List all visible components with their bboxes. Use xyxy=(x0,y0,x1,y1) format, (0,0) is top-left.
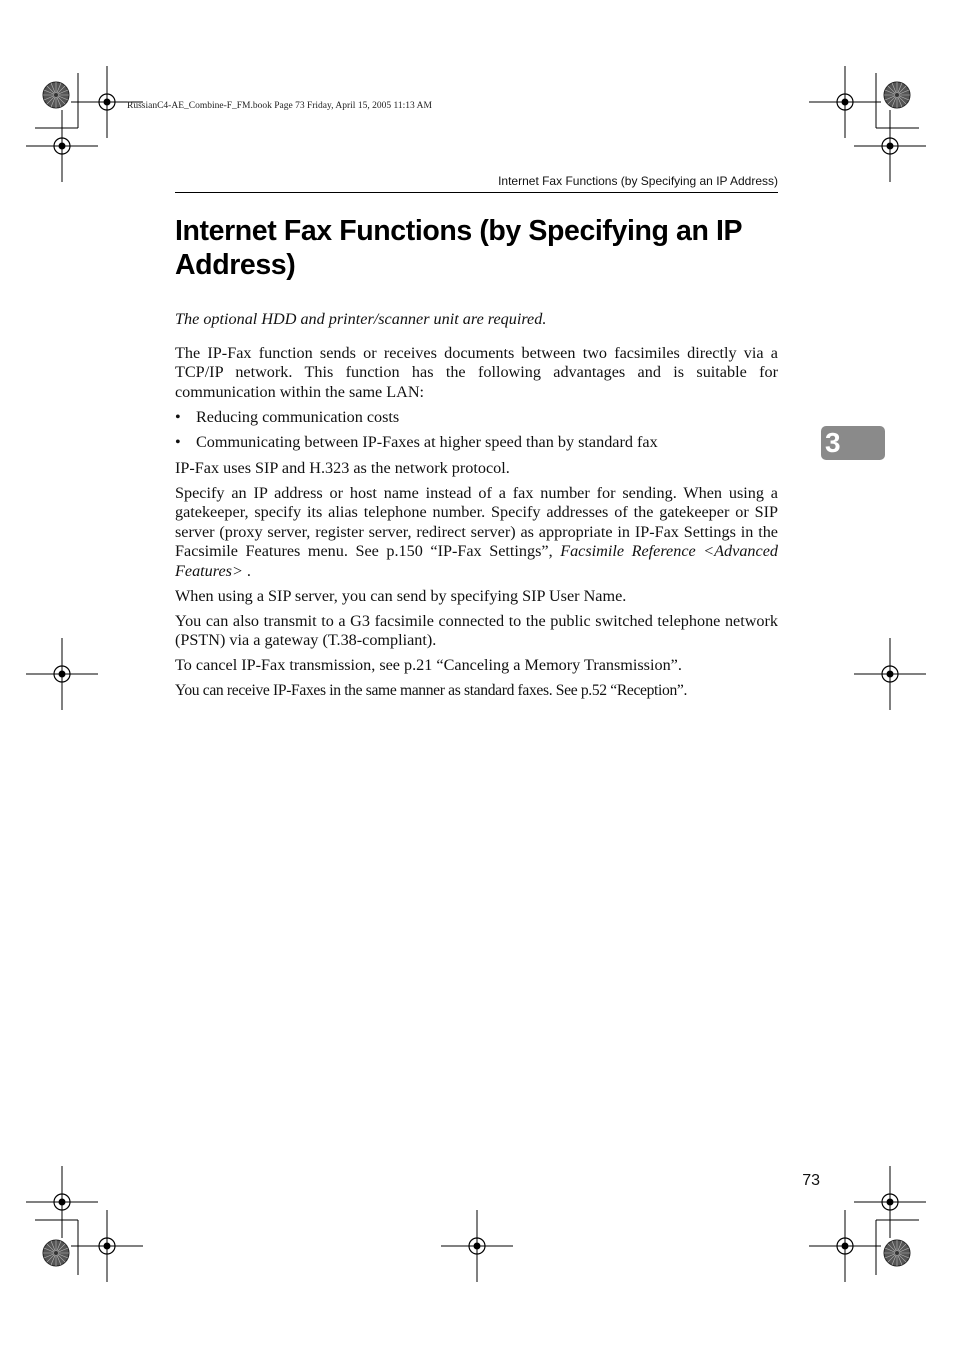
specify-end: . xyxy=(242,561,251,580)
advantages-list xyxy=(175,408,778,453)
protocol-paragraph: IP-Fax uses SIP and H.323 as the network protocol. xyxy=(175,458,510,477)
list-item-text: Communicating between IP-Faxes at higher speed than by standard fax xyxy=(196,433,658,451)
file-meta-line: RussianC4-AE_Combine-F_FM.book Page 73 Friday, April 15, 2005 11:13 AM xyxy=(127,101,432,111)
receive-paragraph: You can receive IP-Faxes in the same manner as standard faxes. See p.52 “Reception”. xyxy=(175,682,688,699)
running-header: Internet Fax Functions (by Specifying an IP Address) xyxy=(498,174,778,188)
specify-paragraph xyxy=(175,484,778,582)
specify-text: Specify an IP address or host name instead of a fax number for sending. When using a gatekeeper, specify its alias telephone number. Specify addresses of the gatekeeper or SIP server (proxy server, register server, redirect server) as appropriate in IP-Fax Settings in the Facsimile Features menu. See p.150 “IP-Fax Settings”, xyxy=(175,483,778,560)
bullet-icon: • xyxy=(175,407,181,426)
list-item xyxy=(175,433,778,453)
g3-paragraph: You can also transmit to a G3 facsimile connected to the public switched telephone network (PSTN) via a gateway (T.38-compliant). xyxy=(175,611,778,649)
cancel-paragraph: To cancel IP-Fax transmission, see p.21 “Canceling a Memory Transmission”. xyxy=(175,656,682,674)
intro-paragraph: The IP-Fax function sends or receives documents between two facsimiles directly via a TCP/IP network. This function has the following advantages and is suitable for communication within the same LAN: xyxy=(175,343,778,401)
page-title: Internet Fax Functions (by Specifying an IP Address) xyxy=(175,215,742,281)
page-number: 73 xyxy=(802,1172,820,1189)
bullet-icon: • xyxy=(175,433,181,451)
body-text xyxy=(175,310,778,706)
list-item-text: Reducing communication costs xyxy=(196,407,400,426)
sip-server-paragraph: When using a SIP server, you can send by specifying SIP User Name. xyxy=(175,586,627,605)
chapter-tab xyxy=(821,426,885,460)
manual-reference: Facsimile Reference <Advanced Features> xyxy=(175,542,778,580)
requirement-note: The optional HDD and printer/scanner unit are required. xyxy=(175,310,547,328)
header-rule xyxy=(175,192,778,193)
chapter-number: 3 xyxy=(825,427,841,458)
list-item xyxy=(175,408,778,428)
